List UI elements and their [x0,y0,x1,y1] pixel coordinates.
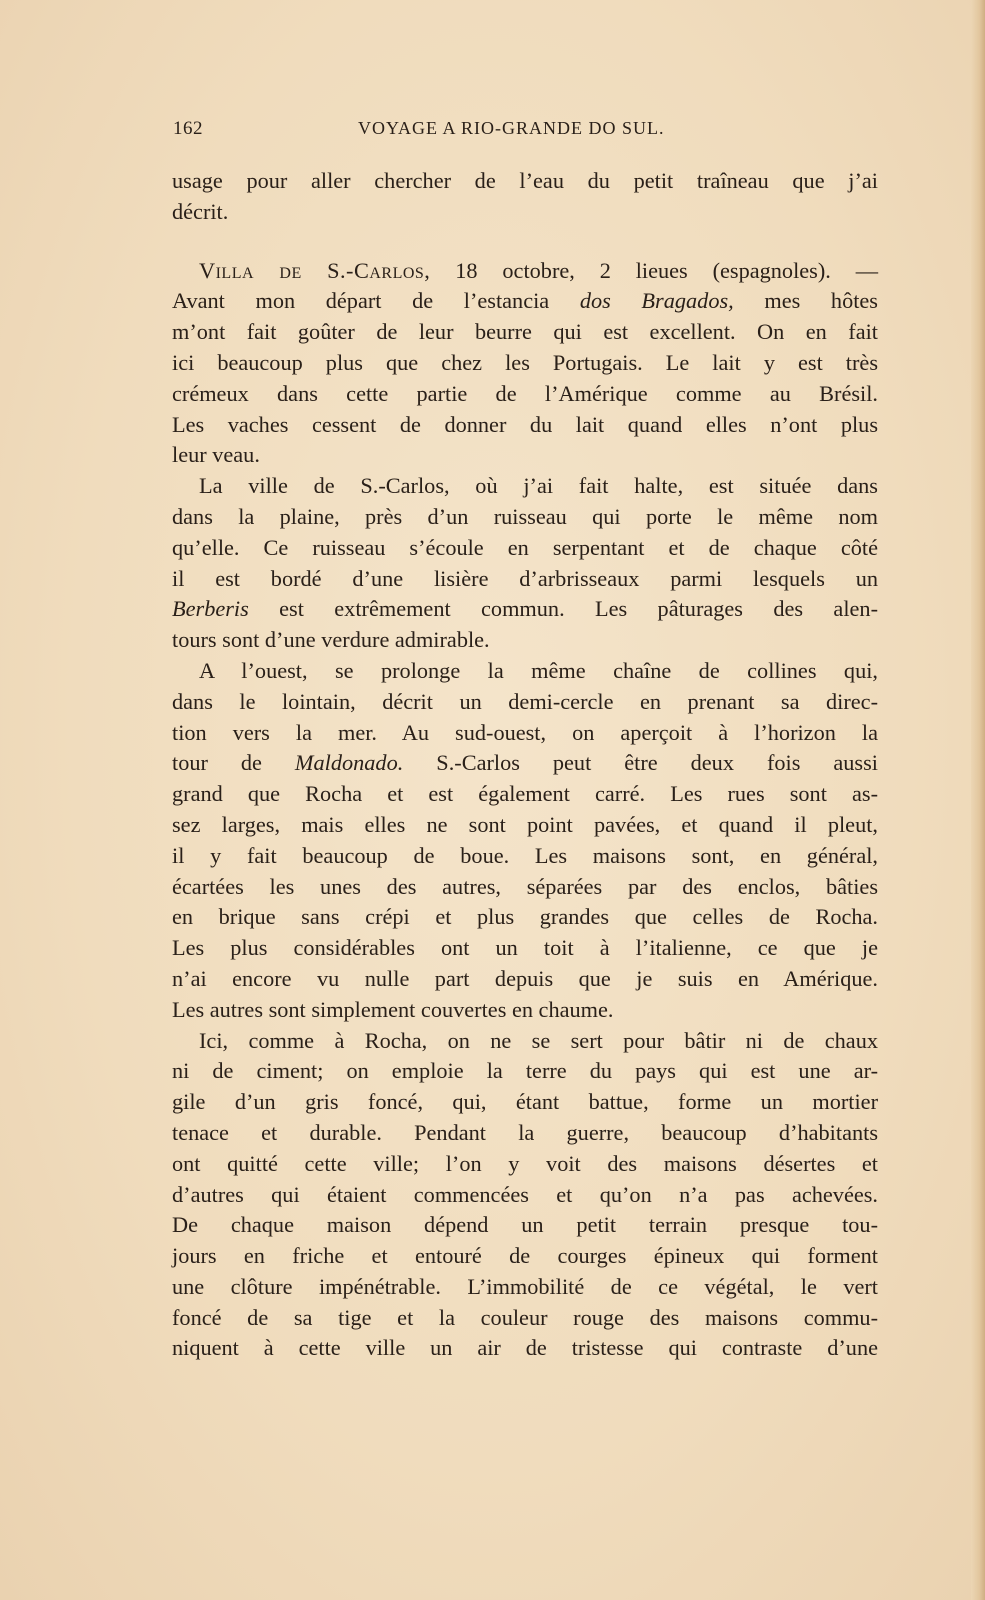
text-line: une clôture impénétrable. L’immobilité de ce végétal, le vert [172,1273,878,1299]
text-line: tour de Maldonado. S.-Carlos peut être deux fois aussi [172,750,878,776]
text-line: usage pour aller chercher de l’eau du petit traîneau que j’ai [172,168,878,193]
text-line: De chaque maison dépend un petit terrain presque tou- [172,1212,878,1238]
text-line: Les vaches cessent de donner du lait quand elles n’ont plus [172,411,878,437]
page-edge [971,0,985,1600]
paragraph-continuation [172,166,878,228]
page-number: 162 [173,118,203,139]
text-line: crémeux dans cette partie de l’Amérique comme au Brésil. [172,380,878,406]
text-line: niquent à cette ville un air de tristesse qui contraste d’une [172,1335,878,1361]
text-line: gile d’un gris foncé, qui, étant battue, forme un mortier [172,1089,878,1115]
text-line: il est bordé d’une lisière d’arbrisseaux parmi lesquels un [172,565,878,591]
text-line: Les autres sont simplement couvertes en chaume. [172,996,614,1022]
text-line: tours sont d’une verdure admirable. [172,627,490,653]
text-line: n’ai encore vu nulle part depuis que je suis en Amérique. [172,965,878,991]
page-header [170,118,878,146]
text-line: Berberis est extrêmement commun. Les pâturages des alen- [172,596,878,622]
text-line: jours en friche et entouré de courges épineux qui forment [172,1243,878,1269]
text-line: tenace et durable. Pendant la guerre, beaucoup d’habitants [172,1119,878,1145]
text-line: sez larges, mais elles ne sont point pavées, et quand il pleut, [172,811,878,837]
text-line: leur veau. [172,442,260,468]
italic-term: Maldonado. [294,750,404,776]
text-line: A l’ouest, se prolonge la même chaîne de collines qui, [199,657,878,683]
paragraph [172,471,878,656]
text-line: il y fait beaucoup de boue. Les maisons sont, en général, [172,842,878,868]
italic-term: dos Bragados, [579,288,734,314]
text-line: foncé de sa tige et la couleur rouge des maisons commu- [172,1304,878,1330]
text-line: Avant mon départ de l’estancia dos Bragados, mes hôtes [172,288,878,314]
text-line: La ville de S.-Carlos, où j’ai fait halte, est située dans [199,473,878,499]
body-text [172,166,878,1364]
text-line: qu’elle. Ce ruisseau s’écoule en serpentant et de chaque côté [172,534,878,560]
text-line: Les plus considérables ont un toit à l’italienne, ce que je [172,935,878,961]
text-line: décrit. [172,198,229,224]
text-line: grand que Rocha et est également carré. Les rues sont as- [172,781,878,807]
text-line: m’ont fait goûter de leur beurre qui est excellent. On en fait [172,319,878,345]
text-line: ni de ciment; on emploie la terre du pays qui est une ar- [172,1058,878,1084]
paragraph-dated-entry [172,256,878,472]
text-line: dans le lointain, décrit un demi-cercle en prenant sa direc- [172,688,878,714]
text-line: Ici, comme à Rocha, on ne se sert pour bâtir ni de chaux [199,1027,878,1053]
text-line: d’autres qui étaient commencées et qu’on n’a pas achevées. [172,1181,878,1207]
paragraph [172,656,878,1026]
text-line: en brique sans crépi et plus grandes que celles de Rocha. [172,904,878,930]
text-line: ont quitté cette ville; l’on y voit des maisons désertes et [172,1150,878,1176]
entry-heading: Villa de S.-Carlos, [199,257,431,283]
paragraph [172,1026,878,1365]
text-line: dans la plaine, près d’un ruisseau qui porte le même nom [172,503,878,529]
text-line: écartées les unes des autres, séparées par des enclos, bâties [172,873,878,899]
text-line: Villa de S.-Carlos, 18 octobre, 2 lieues (espagnoles). — [199,257,878,283]
text-line: tion vers la mer. Au sud-ouest, on aperçoit à l’horizon la [172,719,878,745]
running-title: VOYAGE A RIO-GRANDE DO SUL. [358,118,665,138]
text-line: ici beaucoup plus que chez les Portugais. Le lait y est très [172,349,878,375]
italic-term: Berberis [172,596,249,622]
